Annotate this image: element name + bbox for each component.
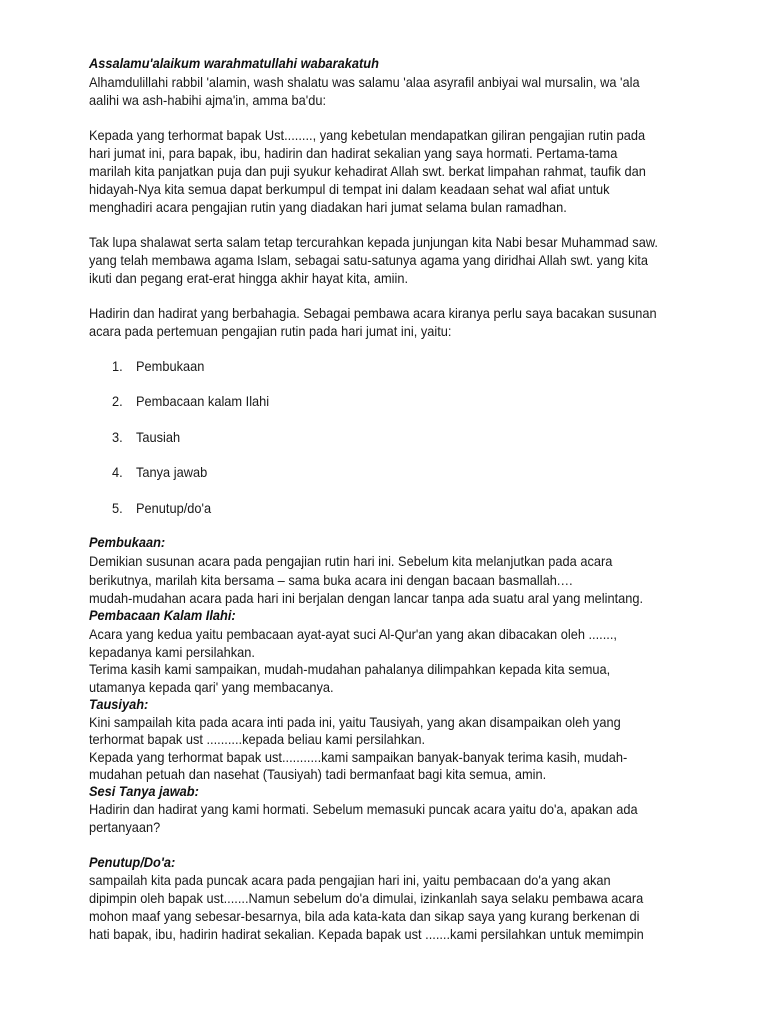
agenda-number: 4. bbox=[112, 464, 123, 480]
paragraph-line: marilah kita panjatkan puja dan puji syukur kehadirat Allah swt. berkat limpahan rahmat, taufik dan bbox=[89, 163, 646, 179]
section-heading: Penutup/Do'a: bbox=[89, 854, 176, 870]
paragraph-line: menghadiri acara pengajian rutin yang diadakan hari jumat selama bulan ramadhan. bbox=[89, 199, 567, 215]
paragraph-line: acara pada pertemuan pengajian rutin pada hari jumat ini, yaitu: bbox=[89, 323, 452, 339]
section-line: Terima kasih kami sampaikan, mudah-mudahan pahalanya dilimpahkan kepada kita semua, bbox=[89, 661, 611, 677]
intro-line: Alhamdulillahi rabbil 'alamin, wash shalatu was salamu 'alaa asyrafil anbiyai wal mursalin, wa 'ala bbox=[89, 74, 640, 90]
paragraph-line: hidayah-Nya kita semua dapat berkumpul di tempat ini dalam keadaan sehat wal afiat untuk bbox=[89, 181, 610, 197]
paragraph-line: Hadirin dan hadirat yang berbahagia. Sebagai pembawa acara kiranya perlu saya bacakan susunan bbox=[89, 305, 657, 321]
section-line: mohon maaf yang sebesar-besarnya, bila ada kata-kata dan sikap saya yang kurang berkenan di bbox=[89, 908, 640, 924]
agenda-item: Pembukaan bbox=[136, 358, 205, 374]
section-heading: Sesi Tanya jawab: bbox=[89, 783, 199, 799]
agenda-number: 5. bbox=[112, 500, 123, 516]
agenda-item: Penutup/do'a bbox=[136, 500, 212, 516]
section-line: hati bapak, ibu, hadirin hadirat sekalian. Kepada bapak ust .......kami persilahkan untuk memimpin bbox=[89, 926, 644, 942]
section-line: Kepada yang terhormat bapak ust...........kami sampaikan banyak-banyak terima kasih, mudah- bbox=[89, 749, 628, 765]
section-line: dipimpin oleh bapak ust.......Namun sebelum do'a dimulai, izinkanlah saya selaku pembawa acara bbox=[89, 890, 644, 906]
agenda-number: 3. bbox=[112, 429, 123, 445]
paragraph-line: Tak lupa shalawat serta salam tetap tercurahkan kepada junjungan kita Nabi besar Muhammad saw. bbox=[89, 234, 658, 250]
section-line: kepadanya kami persilahkan. bbox=[89, 644, 255, 660]
section-line: pertanyaan? bbox=[89, 819, 161, 835]
intro-line: aalihi wa ash-habihi ajma'in, amma ba'du: bbox=[89, 92, 327, 108]
agenda-number: 2. bbox=[112, 393, 123, 409]
paragraph-line: ikuti dan pegang erat-erat hingga akhir hayat kita, amiin. bbox=[89, 270, 409, 286]
section-heading: Pembukaan: bbox=[89, 534, 166, 550]
section-line: mudahan petuah dan nasehat (Tausiyah) tadi bermanfaat bagi kita semua, amin. bbox=[89, 766, 547, 782]
paragraph-line: yang telah membawa agama Islam, sebagai satu-satunya agama yang diridhai Allah swt. yang kita bbox=[89, 252, 648, 268]
section-line: mudah-mudahan acara pada hari ini berjalan dengan lancar tanpa ada suatu aral yang melintang. bbox=[89, 590, 644, 606]
agenda-item: Tanya jawab bbox=[136, 464, 208, 480]
section-line: utamanya kepada qari' yang membacanya. bbox=[89, 679, 334, 695]
section-heading: Pembacaan Kalam Ilahi: bbox=[89, 607, 236, 623]
section-line: Hadirin dan hadirat yang kami hormati. Sebelum memasuki puncak acara yaitu do'a, apakan ada bbox=[89, 801, 638, 817]
section-line: Kini sampailah kita pada acara inti pada ini, yaitu Tausiyah, yang akan disampaikan oleh yang bbox=[89, 714, 621, 730]
section-line: Acara yang kedua yaitu pembacaan ayat-ayat suci Al-Qur'an yang akan dibacakan oleh ......., bbox=[89, 626, 617, 642]
section-line: terhormat bapak ust ..........kepada beliau kami persilahkan. bbox=[89, 731, 426, 747]
section-heading: Tausiyah: bbox=[89, 696, 149, 712]
agenda-item: Tausiah bbox=[136, 429, 181, 445]
agenda-number: 1. bbox=[112, 358, 123, 374]
section-line: sampailah kita pada puncak acara pada pengajian hari ini, yaitu pembacaan do'a yang akan bbox=[89, 872, 611, 888]
greeting-heading: Assalamu'alaikum warahmatullahi wabarakatuh bbox=[89, 55, 379, 71]
paragraph-line: hari jumat ini, para bapak, ibu, hadirin dan hadirat sekalian yang saya hormati. Pertama-tama bbox=[89, 145, 618, 161]
agenda-item: Pembacaan kalam Ilahi bbox=[136, 393, 270, 409]
section-line: berikutnya, marilah kita bersama – sama buka acara ini dengan bacaan basmallah.… bbox=[89, 572, 574, 588]
paragraph-line: Kepada yang terhormat bapak Ust........, yang kebetulan mendapatkan giliran pengajian rutin pada bbox=[89, 127, 646, 143]
section-line: Demikian susunan acara pada pengajian rutin hari ini. Sebelum kita melanjutkan pada acara bbox=[89, 553, 613, 569]
